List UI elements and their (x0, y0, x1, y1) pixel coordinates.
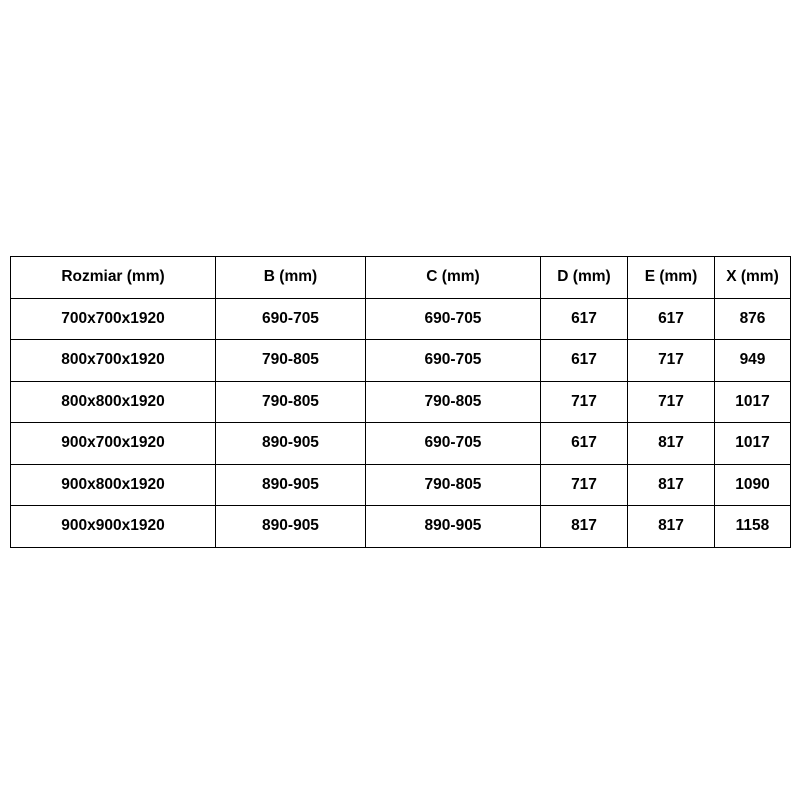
table-header-row (11, 257, 791, 299)
cell-e: 717 (628, 340, 715, 382)
column-header-e: E (mm) (628, 257, 715, 299)
cell-b: 790-805 (216, 381, 366, 423)
table-row (11, 298, 791, 340)
table-row (11, 340, 791, 382)
table-row (11, 381, 791, 423)
cell-b: 890-905 (216, 506, 366, 548)
cell-e: 617 (628, 298, 715, 340)
cell-rozmiar: 800x700x1920 (11, 340, 216, 382)
cell-d: 717 (541, 464, 628, 506)
cell-x: 1158 (715, 506, 791, 548)
column-header-c: C (mm) (366, 257, 541, 299)
cell-x: 876 (715, 298, 791, 340)
cell-e: 817 (628, 464, 715, 506)
column-header-rozmiar: Rozmiar (mm) (11, 257, 216, 299)
cell-x: 1017 (715, 423, 791, 465)
cell-rozmiar: 900x800x1920 (11, 464, 216, 506)
column-header-b: B (mm) (216, 257, 366, 299)
cell-x: 1090 (715, 464, 791, 506)
column-header-d: D (mm) (541, 257, 628, 299)
cell-c: 790-805 (366, 464, 541, 506)
cell-e: 717 (628, 381, 715, 423)
cell-d: 617 (541, 423, 628, 465)
table-row (11, 506, 791, 548)
cell-b: 790-805 (216, 340, 366, 382)
cell-rozmiar: 700x700x1920 (11, 298, 216, 340)
cell-e: 817 (628, 423, 715, 465)
cell-x: 949 (715, 340, 791, 382)
dimensions-table (10, 256, 791, 548)
cell-c: 690-705 (366, 298, 541, 340)
cell-x: 1017 (715, 381, 791, 423)
spec-table-container (10, 256, 790, 548)
cell-e: 817 (628, 506, 715, 548)
cell-rozmiar: 900x700x1920 (11, 423, 216, 465)
cell-c: 690-705 (366, 423, 541, 465)
cell-rozmiar: 800x800x1920 (11, 381, 216, 423)
cell-b: 690-705 (216, 298, 366, 340)
cell-d: 717 (541, 381, 628, 423)
column-header-x: X (mm) (715, 257, 791, 299)
cell-c: 790-805 (366, 381, 541, 423)
cell-d: 617 (541, 298, 628, 340)
cell-b: 890-905 (216, 464, 366, 506)
cell-c: 890-905 (366, 506, 541, 548)
table-row (11, 464, 791, 506)
cell-d: 817 (541, 506, 628, 548)
table-row (11, 423, 791, 465)
cell-b: 890-905 (216, 423, 366, 465)
cell-rozmiar: 900x900x1920 (11, 506, 216, 548)
cell-d: 617 (541, 340, 628, 382)
cell-c: 690-705 (366, 340, 541, 382)
